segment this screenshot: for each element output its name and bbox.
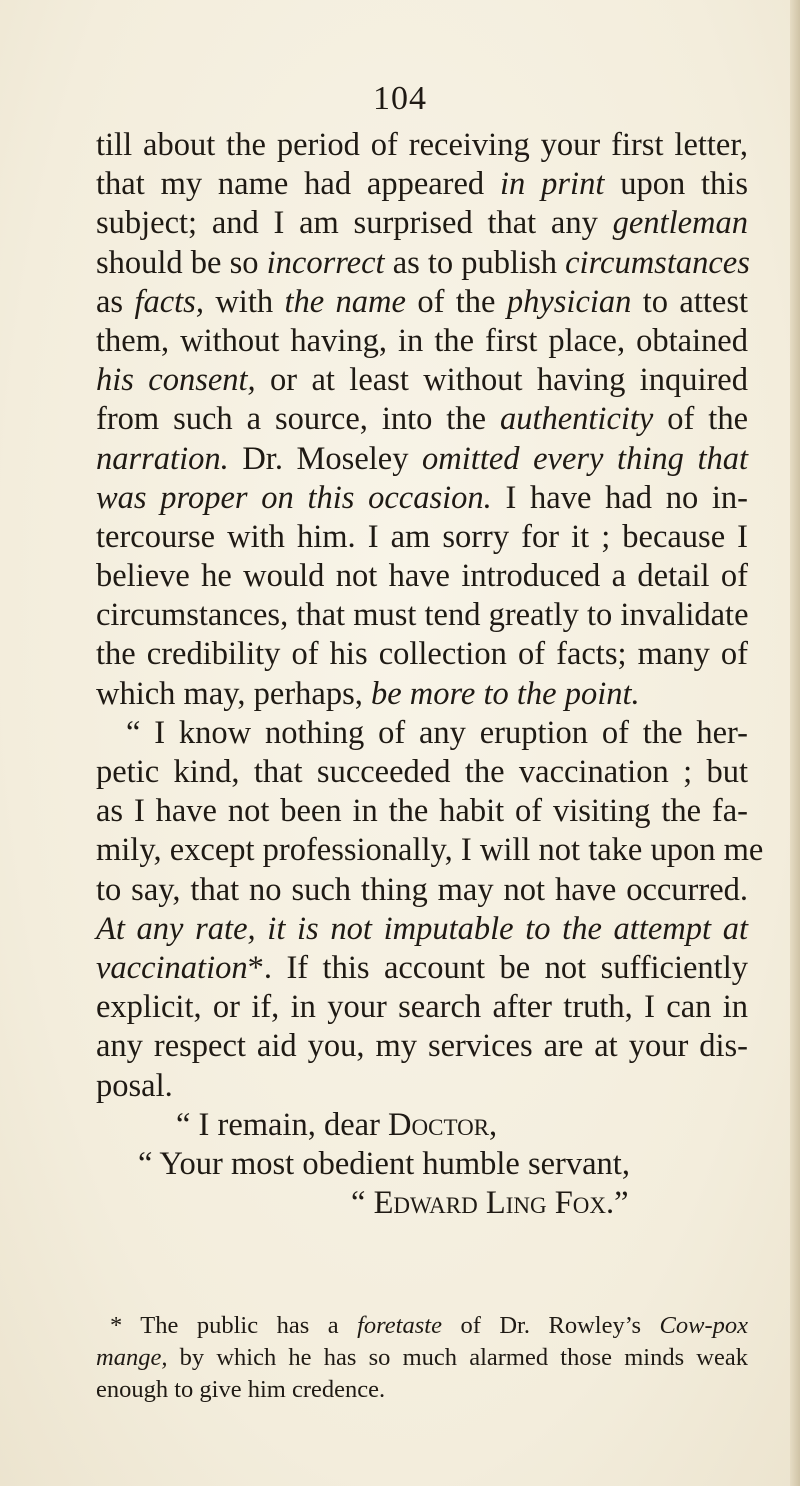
signature <box>96 1184 748 1223</box>
text-run: from such a source, into the <box>96 401 500 438</box>
footnote-line <box>96 1342 748 1374</box>
text-line <box>96 1027 748 1066</box>
italic-text: the name <box>284 283 406 320</box>
closing-salutation-name: Doctor <box>388 1106 490 1143</box>
page-edge-shadow <box>790 0 800 1486</box>
italic-text: be more to the point. <box>370 675 640 712</box>
signature-punct: .” <box>606 1185 629 1222</box>
signature-quote: “ <box>351 1185 374 1222</box>
closing-line-2: “ Your most obedient humble servant, <box>138 1145 630 1182</box>
text-run: any respect aid you, my services are at your dis- <box>96 1028 748 1065</box>
text-line <box>96 871 748 910</box>
text-run: should be so <box>96 244 267 281</box>
text-run: Dr. Moseley <box>228 440 423 477</box>
text-line <box>96 557 748 596</box>
text-line <box>96 596 748 635</box>
text-run: explicit, or if, in your search after truth, I can in <box>96 989 748 1026</box>
footnote-lines <box>96 1310 748 1406</box>
signature-name: Edward Ling Fox <box>373 1185 607 1222</box>
text-line <box>96 1067 748 1106</box>
text-run: them, without having, in the first place, obtained <box>96 322 748 359</box>
italic-text: incorrect <box>266 244 385 281</box>
text-run: as to publish <box>384 244 566 281</box>
footnote-line <box>96 1310 748 1342</box>
text-run: petic kind, that succeeded the vaccination ; but <box>96 754 748 790</box>
text-run: posal. <box>96 1067 173 1104</box>
text-line <box>96 635 748 674</box>
text-run: which may, perhaps, <box>96 675 371 712</box>
text-line <box>96 831 764 870</box>
text-line <box>96 165 748 204</box>
italic-text: At any rate, it is not imputable to the attempt at <box>96 910 748 947</box>
text-run: by which he has so much alarmed those minds weak <box>167 1344 748 1371</box>
text-run: I have had no in- <box>491 479 749 516</box>
text-line <box>96 753 748 792</box>
italic-text: vaccination <box>96 949 248 986</box>
text-line <box>96 675 748 714</box>
text-run: that my name had appeared <box>96 166 501 203</box>
text-line <box>96 910 748 949</box>
text-run: “ I know nothing of any eruption of the her- <box>126 714 748 751</box>
italic-text: facts, <box>134 283 204 320</box>
italic-text: was proper on this occasion. <box>96 479 492 516</box>
italic-text: in print <box>500 166 605 203</box>
text-line <box>96 714 748 753</box>
letter-body <box>96 126 764 1223</box>
text-run: enough to give him credence. <box>96 1376 386 1403</box>
text-line <box>96 949 748 988</box>
text-run: believe he would not have introduced a detail of <box>96 558 748 595</box>
text-line <box>96 479 748 518</box>
text-run: with <box>203 283 285 320</box>
italic-text: physician <box>506 283 632 320</box>
italic-text: Cow-pox <box>659 1312 748 1339</box>
text-run: tercourse with him. I am sorry for it ; because I <box>96 518 748 555</box>
italic-text: circumstances <box>565 244 750 281</box>
italic-text: his consent, <box>96 362 256 399</box>
text-line <box>96 988 748 1027</box>
text-run: mily, except professionally, I will not take upon me <box>96 832 764 869</box>
text-line <box>96 361 748 400</box>
text-run: to attest <box>631 283 749 320</box>
text-line <box>96 322 748 361</box>
text-run: circumstances, that must tend greatly to invalidate <box>96 597 749 634</box>
text-run: the credibility of his collection of facts; many of <box>96 636 748 673</box>
italic-text: foretaste <box>357 1312 442 1339</box>
closing-line-1-punct: , <box>489 1106 498 1143</box>
text-run: upon this <box>604 166 748 203</box>
closing-line-1 <box>96 1106 748 1145</box>
text-line <box>96 440 748 479</box>
text-line <box>96 126 748 165</box>
text-run: till about the period of receiving your first letter, <box>96 127 748 163</box>
footnote <box>96 1310 748 1406</box>
text-run: or at least without having inquired <box>255 362 748 399</box>
text-run: of the <box>405 283 507 320</box>
text-run: *. If this account be not sufficiently <box>247 949 748 986</box>
text-line <box>96 400 748 439</box>
italic-text: mange, <box>96 1344 168 1371</box>
footnote-line <box>96 1374 748 1406</box>
text-run: as <box>96 283 135 320</box>
text-run: of Dr. Rowley’s <box>441 1312 660 1339</box>
italic-text: authenticity <box>499 401 654 438</box>
italic-text: omitted every thing that <box>422 440 748 477</box>
text-line <box>96 283 748 322</box>
text-line <box>96 518 748 557</box>
text-line <box>96 244 748 283</box>
body-lines <box>96 126 764 1106</box>
text-run: to say, that no such thing may not have occurred. <box>96 871 748 908</box>
page-number: 104 <box>373 80 427 117</box>
text-run: as I have not been in the habit of visiting the fa- <box>96 793 748 830</box>
text-run: subject; and I am surprised that any <box>96 205 613 242</box>
closing-line-1-text: “ I remain, dear <box>176 1106 389 1143</box>
italic-text: gentleman <box>612 205 748 242</box>
italic-text: narration. <box>96 440 229 477</box>
text-run: of the <box>653 401 748 438</box>
text-run: * The public has a <box>110 1312 358 1339</box>
text-line <box>96 792 748 831</box>
text-line <box>96 204 748 243</box>
